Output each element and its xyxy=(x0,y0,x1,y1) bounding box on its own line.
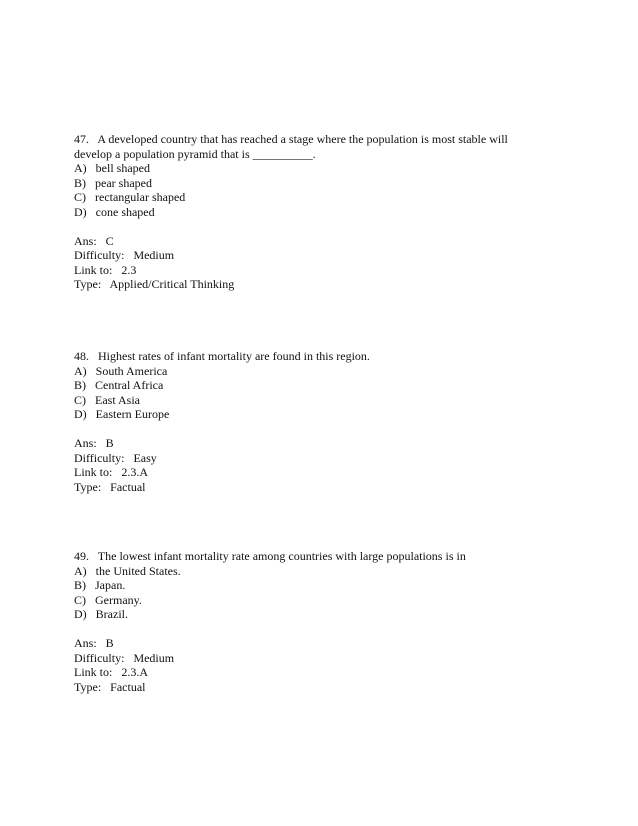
blank-line xyxy=(74,219,574,234)
difficulty: Difficulty: Medium xyxy=(74,248,175,262)
question-stem-line: 47. A developed country that has reached a stage where the population is most stable will xyxy=(74,132,508,146)
answer-option: B) Central Africa xyxy=(74,378,164,392)
blank-line xyxy=(74,622,574,637)
question-49 xyxy=(74,549,574,694)
link-to: Link to: 2.3 xyxy=(74,262,137,277)
answer-option: D) Eastern Europe xyxy=(74,407,170,421)
question-type: Type: Factual xyxy=(74,679,146,694)
answer-option: B) pear shaped xyxy=(74,175,152,190)
answer-option: D) Brazil. xyxy=(74,607,128,621)
blank-line xyxy=(74,422,574,437)
question-type: Type: Factual xyxy=(74,479,146,494)
answer-option: C) rectangular shaped xyxy=(74,190,186,204)
question-type: Type: Applied/Critical Thinking xyxy=(74,277,235,291)
answer-option: C) Germany. xyxy=(74,592,142,607)
answer-option: C) East Asia xyxy=(74,392,140,407)
link-to: Link to: 2.3.A xyxy=(74,665,148,679)
answer-option: A) South America xyxy=(74,363,168,378)
question-48 xyxy=(74,349,574,494)
answer-key: Ans: B xyxy=(74,436,114,450)
difficulty: Difficulty: Medium xyxy=(74,650,175,665)
difficulty: Difficulty: Easy xyxy=(74,450,157,465)
answer-option: A) the United States. xyxy=(74,563,181,578)
question-stem-line: 49. The lowest infant mortality rate among countries with large populations is in xyxy=(74,549,466,563)
answer-option: B) Japan. xyxy=(74,578,126,592)
question-stem-line: 48. Highest rates of infant mortality are found in this region. xyxy=(74,349,370,363)
answer-option: D) cone shaped xyxy=(74,204,155,219)
answer-key: Ans: C xyxy=(74,233,114,248)
link-to: Link to: 2.3.A xyxy=(74,465,148,479)
answer-key: Ans: B xyxy=(74,636,114,650)
answer-option: A) bell shaped xyxy=(74,161,150,175)
question-stem-line: develop a population pyramid that is __________. xyxy=(74,146,316,161)
question-47 xyxy=(74,132,574,292)
